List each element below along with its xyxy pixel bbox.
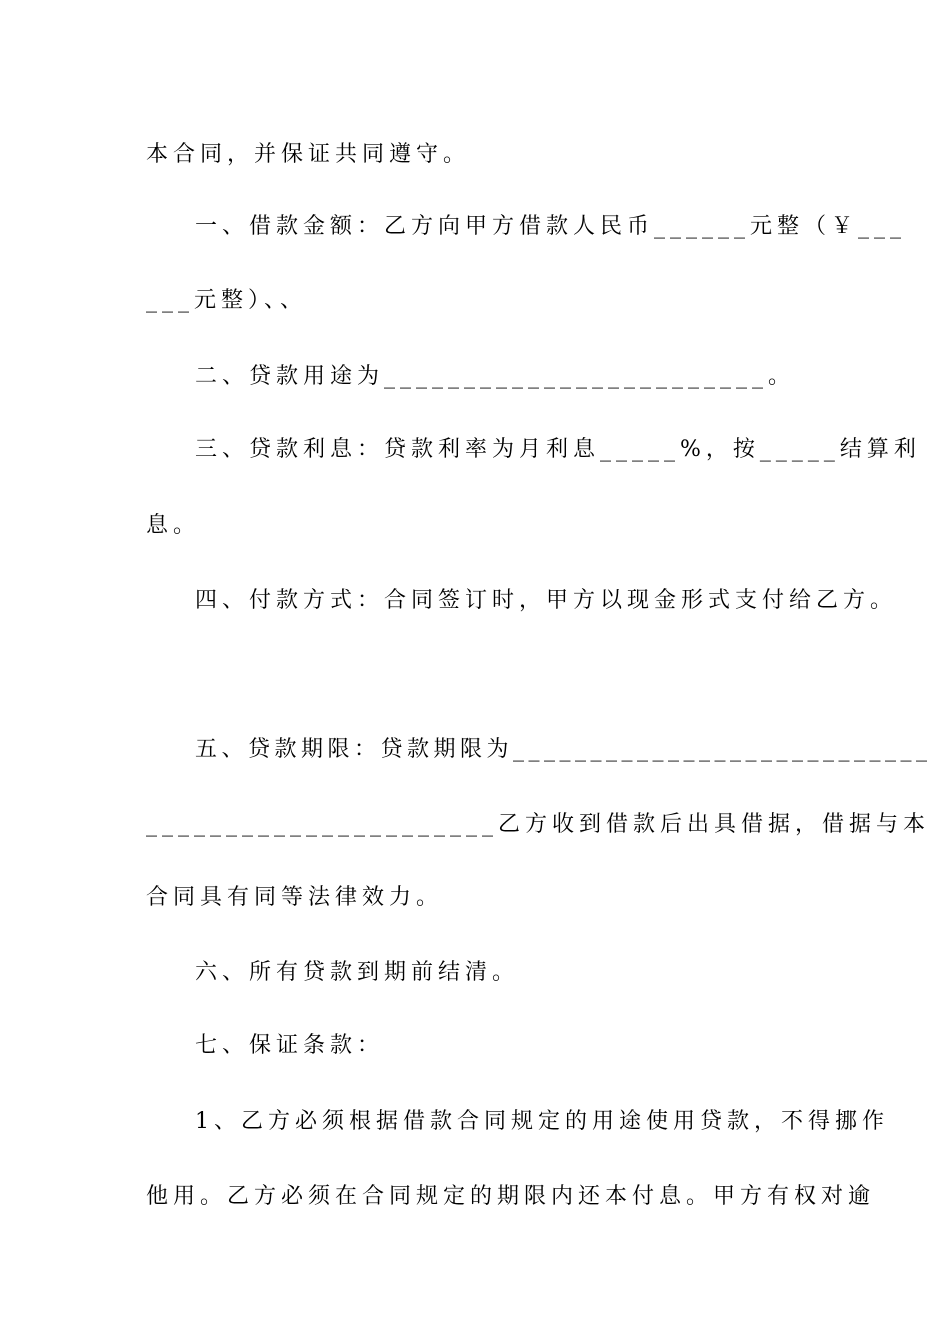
text-line-12: 七、保证条款： [195,1033,385,1058]
text-line-14: 他用。乙方必须在合同规定的期限内还本付息。甲方有权对逾 [146,1184,876,1209]
text-line-10: 合同具有同等法律效力。 [146,885,444,910]
text-line-11: 六、所有贷款到期前结清。 [195,960,520,985]
text-line-9: ______________________乙方收到借款后出具借据，借据与本 [146,812,931,837]
text-line-7: 四、付款方式：合同签订时，甲方以现金形式支付给乙方。 [195,588,898,613]
text-line-5: 三、贷款利息：贷款利率为月利息_____%，按_____结算利 [195,437,921,462]
text-line-4: 二、贷款用途为________________________。 [195,364,796,389]
text-line-2: 一、借款金额：乙方向甲方借款人民币______元整（￥___ [195,214,907,239]
text-line-3: ___元整）、、 [146,288,308,313]
text-line-6: 息。 [146,513,201,538]
text-line-13: 1、乙方必须根据借款合同规定的用途使用贷款，不得挪作 [195,1109,889,1134]
text-line-8: 五、贷款期限：贷款期限为___________________________ [195,737,932,762]
text-line-1: 本合同，并保证共同遵守。 [146,142,471,167]
